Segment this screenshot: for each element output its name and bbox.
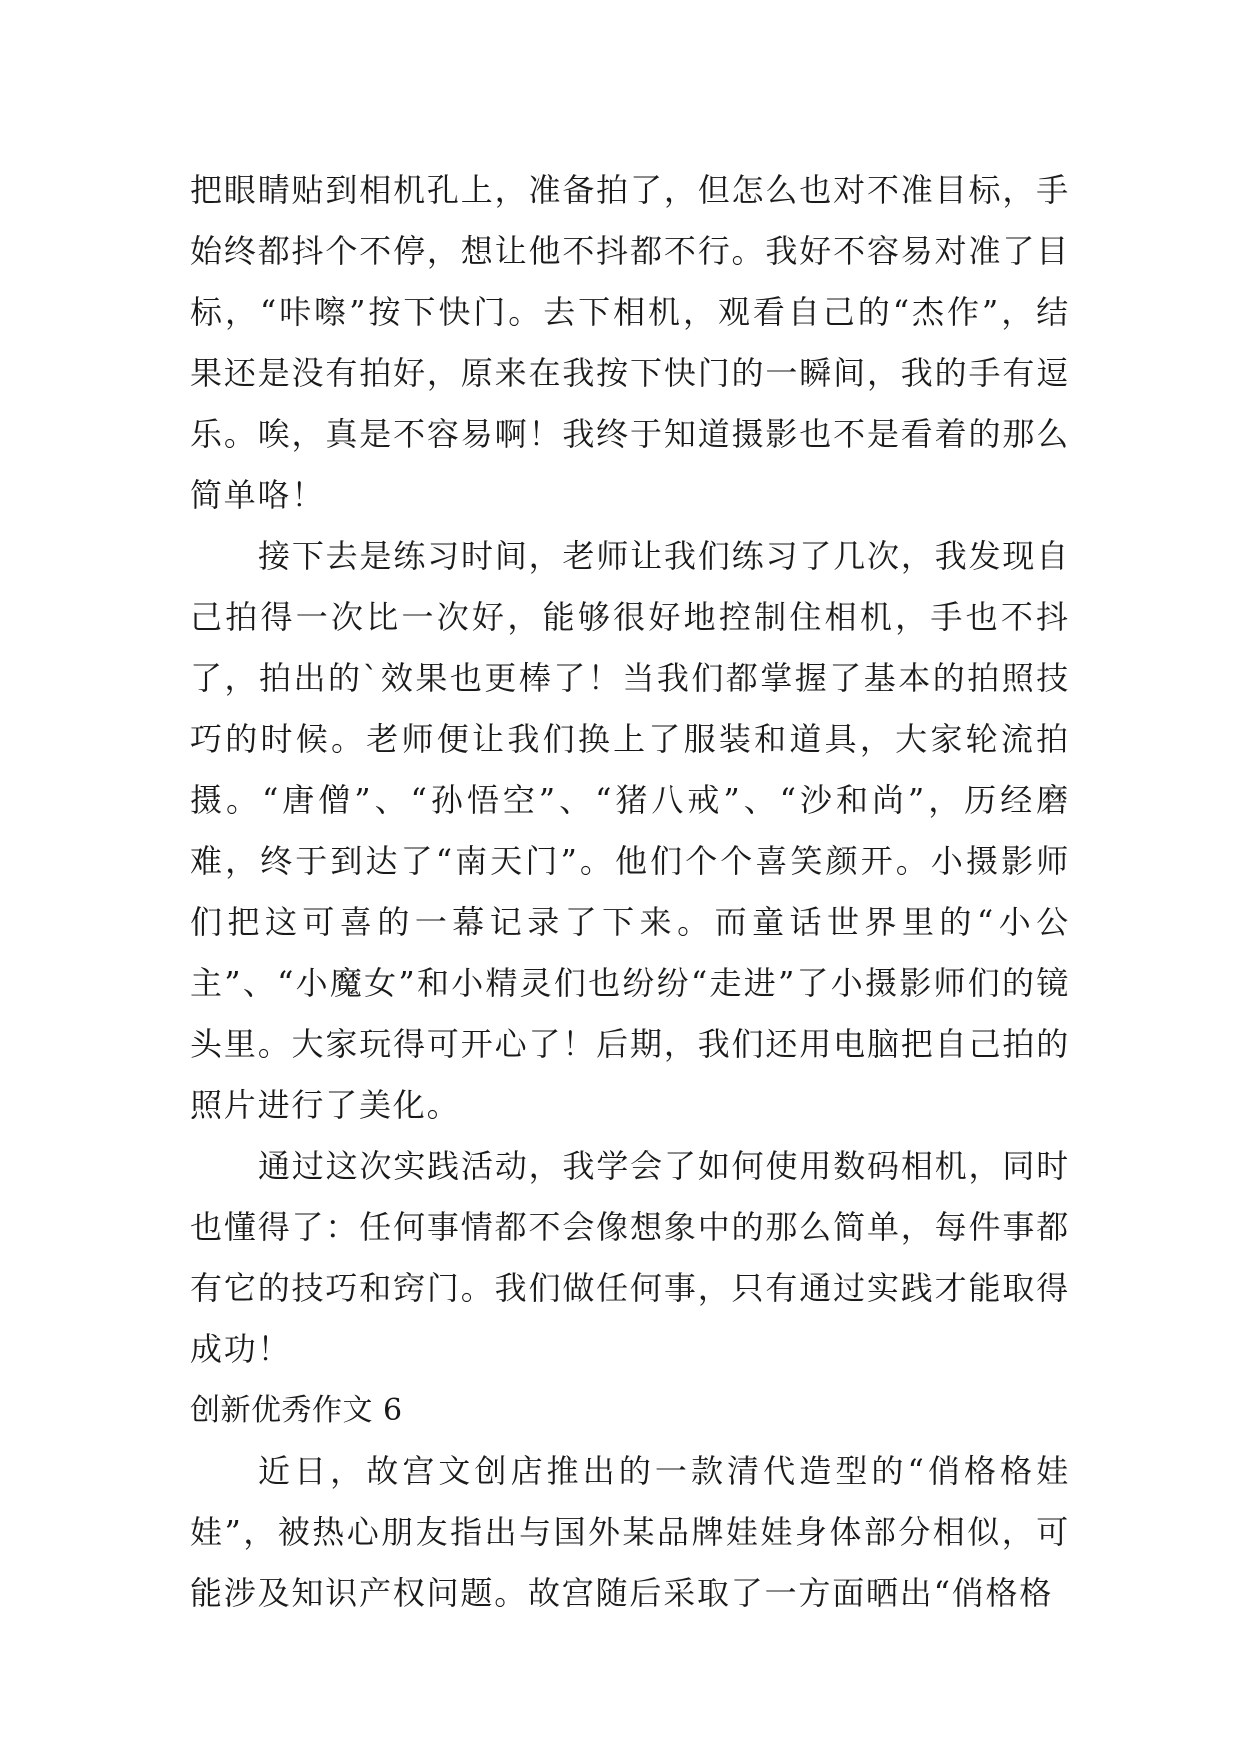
paragraph-practice-session: 接下去是练习时间，老师让我们练习了几次，我发现自己拍得一次比一次好，能够很好地控制住相机，手也不抖了，拍出的`效果也更棒了！当我们都掌握了基本的拍照技巧的时候。老师便让我们换上了服装和道具，大家轮流拍摄。“唐僧”、“孙悟空”、“猪八戒”、“沙和尚”，历经磨难，终于到达了“南天门”。他们个个喜笑颜开。小摄影师们把这可喜的一幕记录了下来。而童话世界里的“小公主”、“小魔女”和小精灵们也纷纷“走进”了小摄影师们的镜头里。大家玩得可开心了！后期，我们还用电脑把自己拍的照片进行了美化。 [190,537,1070,1124]
essay-heading: 创新优秀作文 6 [190,1393,403,1428]
document-body [190,160,1070,1624]
paragraph-photo-attempt: 把眼睛贴到相机孔上，准备拍了，但怎么也对不准目标，手始终都抖个不停，想让他不抖都不行。我好不容易对准了目标，“咔嚓”按下快门。去下相机，观看自己的“杰作”，结果还是没有拍好，原来在我按下快门的一瞬间，我的手有逗乐。唉，真是不容易啊！我终于知道摄影也不是看着的那么简单咯！ [190,171,1070,514]
paragraph-conclusion: 通过这次实践活动，我学会了如何使用数码相机，同时也懂得了：任何事情都不会像想象中的那么简单，每件事都有它的技巧和窍门。我们做任何事，只有通过实践才能取得成功！ [190,1147,1070,1368]
paragraph-palace-museum: 近日，故宫文创店推出的一款清代造型的“俏格格娃娃”，被热心朋友指出与国外某品牌娃娃身体部分相似，可能涉及知识产权问题。故宫随后采取了一方面晒出“俏格格 [190,1452,1070,1612]
